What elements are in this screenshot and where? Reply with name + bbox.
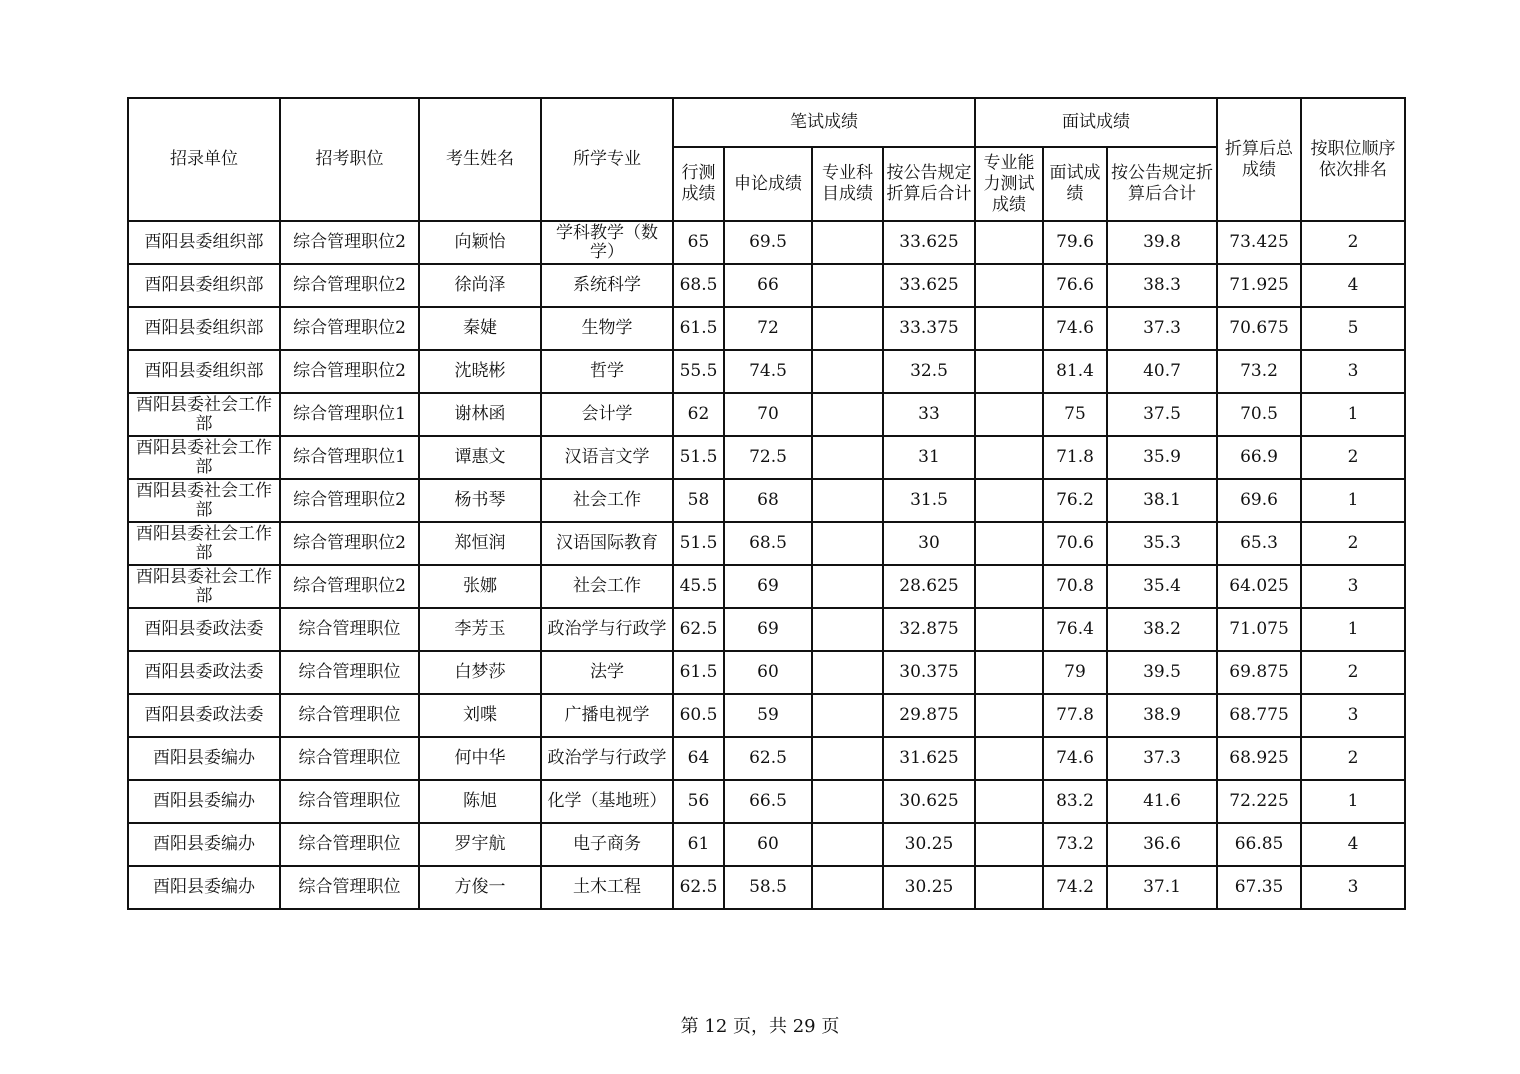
cell-unit: 酉阳县委组织部 <box>128 221 280 264</box>
header-interview-group: 面试成绩 <box>975 98 1217 147</box>
table-row <box>128 823 1405 866</box>
cell-name: 李芳玉 <box>419 608 541 651</box>
cell-name: 徐尚泽 <box>419 264 541 307</box>
cell-rank: 1 <box>1301 393 1405 436</box>
table-row <box>128 350 1405 393</box>
cell-written-converted: 28.625 <box>883 565 975 608</box>
cell-interview-converted: 38.2 <box>1107 608 1217 651</box>
cell-shenlun: 66 <box>724 264 812 307</box>
cell-ability <box>975 479 1043 522</box>
cell-professional <box>812 522 883 565</box>
cell-position: 综合管理职位2 <box>280 565 419 608</box>
cell-xingce: 60.5 <box>673 694 724 737</box>
cell-shenlun: 66.5 <box>724 780 812 823</box>
cell-written-converted: 30 <box>883 522 975 565</box>
cell-total: 70.5 <box>1217 393 1301 436</box>
cell-rank: 1 <box>1301 780 1405 823</box>
cell-rank: 4 <box>1301 264 1405 307</box>
cell-written-converted: 33.625 <box>883 264 975 307</box>
cell-total: 71.075 <box>1217 608 1301 651</box>
cell-interview: 70.6 <box>1043 522 1107 565</box>
header-written-group: 笔试成绩 <box>673 98 975 147</box>
cell-unit: 酉阳县委政法委 <box>128 694 280 737</box>
cell-total: 72.225 <box>1217 780 1301 823</box>
cell-interview-converted: 37.3 <box>1107 737 1217 780</box>
cell-professional <box>812 866 883 909</box>
cell-position: 综合管理职位 <box>280 737 419 780</box>
cell-xingce: 62 <box>673 393 724 436</box>
cell-interview-converted: 38.9 <box>1107 694 1217 737</box>
cell-name: 白梦莎 <box>419 651 541 694</box>
cell-unit: 酉阳县委政法委 <box>128 651 280 694</box>
cell-name: 刘喋 <box>419 694 541 737</box>
table-row <box>128 651 1405 694</box>
cell-xingce: 51.5 <box>673 436 724 479</box>
cell-position: 综合管理职位2 <box>280 479 419 522</box>
cell-major: 法学 <box>541 651 673 694</box>
cell-major: 政治学与行政学 <box>541 737 673 780</box>
cell-interview: 73.2 <box>1043 823 1107 866</box>
cell-name: 罗宇航 <box>419 823 541 866</box>
header-professional: 专业科目成绩 <box>812 147 883 221</box>
cell-interview-converted: 37.3 <box>1107 307 1217 350</box>
cell-position: 综合管理职位 <box>280 780 419 823</box>
cell-major: 化学（基地班） <box>541 780 673 823</box>
cell-interview-converted: 37.1 <box>1107 866 1217 909</box>
page-footer: 第 12 页，共 29 页 <box>680 1016 840 1037</box>
cell-interview: 76.6 <box>1043 264 1107 307</box>
cell-professional <box>812 737 883 780</box>
cell-professional <box>812 479 883 522</box>
cell-xingce: 62.5 <box>673 608 724 651</box>
header-written-converted: 按公告规定折算后合计 <box>883 147 975 221</box>
cell-rank: 2 <box>1301 436 1405 479</box>
cell-position: 综合管理职位 <box>280 823 419 866</box>
table-row <box>128 436 1405 479</box>
cell-total: 68.775 <box>1217 694 1301 737</box>
cell-professional <box>812 264 883 307</box>
cell-name: 陈旭 <box>419 780 541 823</box>
cell-ability <box>975 565 1043 608</box>
cell-unit: 酉阳县委社会工作部 <box>128 479 280 522</box>
cell-shenlun: 74.5 <box>724 350 812 393</box>
cell-shenlun: 60 <box>724 651 812 694</box>
cell-unit: 酉阳县委编办 <box>128 780 280 823</box>
header-row-1 <box>128 98 1405 147</box>
table-body <box>128 221 1405 909</box>
header-interview-converted: 按公告规定折算后合计 <box>1107 147 1217 221</box>
cell-ability <box>975 694 1043 737</box>
cell-rank: 4 <box>1301 823 1405 866</box>
cell-xingce: 68.5 <box>673 264 724 307</box>
cell-ability <box>975 651 1043 694</box>
cell-interview: 76.4 <box>1043 608 1107 651</box>
cell-major: 哲学 <box>541 350 673 393</box>
cell-interview: 81.4 <box>1043 350 1107 393</box>
cell-name: 张娜 <box>419 565 541 608</box>
cell-xingce: 45.5 <box>673 565 724 608</box>
cell-name: 方俊一 <box>419 866 541 909</box>
cell-total: 67.35 <box>1217 866 1301 909</box>
cell-rank: 2 <box>1301 522 1405 565</box>
cell-ability <box>975 393 1043 436</box>
cell-written-converted: 30.25 <box>883 866 975 909</box>
cell-shenlun: 59 <box>724 694 812 737</box>
cell-unit: 酉阳县委组织部 <box>128 264 280 307</box>
cell-major: 会计学 <box>541 393 673 436</box>
cell-unit: 酉阳县委社会工作部 <box>128 393 280 436</box>
cell-major: 汉语言文学 <box>541 436 673 479</box>
cell-xingce: 61.5 <box>673 651 724 694</box>
cell-shenlun: 58.5 <box>724 866 812 909</box>
cell-ability <box>975 737 1043 780</box>
cell-unit: 酉阳县委编办 <box>128 866 280 909</box>
cell-unit: 酉阳县委编办 <box>128 823 280 866</box>
cell-xingce: 51.5 <box>673 522 724 565</box>
cell-ability <box>975 608 1043 651</box>
cell-ability <box>975 350 1043 393</box>
cell-unit: 酉阳县委组织部 <box>128 350 280 393</box>
header-unit: 招录单位 <box>128 98 280 221</box>
cell-interview-converted: 36.6 <box>1107 823 1217 866</box>
cell-ability <box>975 823 1043 866</box>
cell-interview-converted: 35.9 <box>1107 436 1217 479</box>
table-row <box>128 522 1405 565</box>
cell-position: 综合管理职位2 <box>280 307 419 350</box>
table-row <box>128 780 1405 823</box>
header-interview-score: 面试成绩 <box>1043 147 1107 221</box>
cell-shenlun: 72.5 <box>724 436 812 479</box>
cell-ability <box>975 780 1043 823</box>
cell-position: 综合管理职位 <box>280 608 419 651</box>
cell-written-converted: 33 <box>883 393 975 436</box>
cell-unit: 酉阳县委编办 <box>128 737 280 780</box>
cell-name: 秦婕 <box>419 307 541 350</box>
cell-total: 73.425 <box>1217 221 1301 264</box>
cell-xingce: 64 <box>673 737 724 780</box>
cell-xingce: 56 <box>673 780 724 823</box>
cell-rank: 2 <box>1301 221 1405 264</box>
cell-written-converted: 33.375 <box>883 307 975 350</box>
cell-rank: 1 <box>1301 608 1405 651</box>
cell-unit: 酉阳县委社会工作部 <box>128 565 280 608</box>
cell-professional <box>812 608 883 651</box>
cell-rank: 1 <box>1301 479 1405 522</box>
cell-rank: 3 <box>1301 866 1405 909</box>
cell-xingce: 62.5 <box>673 866 724 909</box>
cell-interview: 76.2 <box>1043 479 1107 522</box>
cell-interview-converted: 39.8 <box>1107 221 1217 264</box>
cell-position: 综合管理职位1 <box>280 436 419 479</box>
header-position: 招考职位 <box>280 98 419 221</box>
cell-name: 向颖怡 <box>419 221 541 264</box>
cell-position: 综合管理职位 <box>280 651 419 694</box>
cell-major: 社会工作 <box>541 479 673 522</box>
header-shenlun: 申论成绩 <box>724 147 812 221</box>
cell-xingce: 61.5 <box>673 307 724 350</box>
cell-interview-converted: 41.6 <box>1107 780 1217 823</box>
cell-ability <box>975 436 1043 479</box>
table-row <box>128 737 1405 780</box>
score-table <box>127 97 1406 910</box>
cell-professional <box>812 436 883 479</box>
cell-professional <box>812 565 883 608</box>
header-name: 考生姓名 <box>419 98 541 221</box>
cell-xingce: 58 <box>673 479 724 522</box>
table-row <box>128 264 1405 307</box>
cell-ability <box>975 307 1043 350</box>
cell-interview-converted: 38.1 <box>1107 479 1217 522</box>
cell-major: 广播电视学 <box>541 694 673 737</box>
cell-written-converted: 31.625 <box>883 737 975 780</box>
cell-rank: 3 <box>1301 565 1405 608</box>
cell-interview-converted: 37.5 <box>1107 393 1217 436</box>
cell-interview-converted: 35.3 <box>1107 522 1217 565</box>
cell-unit: 酉阳县委社会工作部 <box>128 522 280 565</box>
cell-professional <box>812 823 883 866</box>
cell-interview: 71.8 <box>1043 436 1107 479</box>
cell-shenlun: 69.5 <box>724 221 812 264</box>
cell-written-converted: 30.625 <box>883 780 975 823</box>
cell-position: 综合管理职位1 <box>280 393 419 436</box>
cell-ability <box>975 866 1043 909</box>
cell-rank: 5 <box>1301 307 1405 350</box>
cell-interview: 70.8 <box>1043 565 1107 608</box>
cell-shenlun: 69 <box>724 565 812 608</box>
cell-professional <box>812 221 883 264</box>
cell-shenlun: 68 <box>724 479 812 522</box>
cell-interview-converted: 38.3 <box>1107 264 1217 307</box>
cell-interview: 74.2 <box>1043 866 1107 909</box>
cell-major: 电子商务 <box>541 823 673 866</box>
cell-major: 学科教学（数学） <box>541 221 673 264</box>
cell-written-converted: 30.25 <box>883 823 975 866</box>
cell-major: 土木工程 <box>541 866 673 909</box>
cell-interview: 77.8 <box>1043 694 1107 737</box>
table-row <box>128 307 1405 350</box>
cell-rank: 3 <box>1301 694 1405 737</box>
table-row <box>128 479 1405 522</box>
cell-total: 73.2 <box>1217 350 1301 393</box>
cell-name: 谢林函 <box>419 393 541 436</box>
cell-interview: 74.6 <box>1043 737 1107 780</box>
cell-rank: 3 <box>1301 350 1405 393</box>
cell-interview: 79 <box>1043 651 1107 694</box>
table-row <box>128 221 1405 264</box>
cell-position: 综合管理职位2 <box>280 264 419 307</box>
cell-interview: 83.2 <box>1043 780 1107 823</box>
cell-position: 综合管理职位2 <box>280 522 419 565</box>
cell-shenlun: 72 <box>724 307 812 350</box>
table-row <box>128 393 1405 436</box>
cell-interview: 75 <box>1043 393 1107 436</box>
cell-written-converted: 31.5 <box>883 479 975 522</box>
cell-major: 社会工作 <box>541 565 673 608</box>
cell-name: 何中华 <box>419 737 541 780</box>
cell-interview-converted: 40.7 <box>1107 350 1217 393</box>
cell-shenlun: 60 <box>724 823 812 866</box>
cell-unit: 酉阳县委组织部 <box>128 307 280 350</box>
cell-name: 谭惠文 <box>419 436 541 479</box>
cell-total: 68.925 <box>1217 737 1301 780</box>
cell-professional <box>812 651 883 694</box>
cell-position: 综合管理职位2 <box>280 221 419 264</box>
cell-shenlun: 62.5 <box>724 737 812 780</box>
cell-position: 综合管理职位 <box>280 694 419 737</box>
header-rank: 按职位顺序依次排名 <box>1301 98 1405 221</box>
cell-written-converted: 32.5 <box>883 350 975 393</box>
cell-written-converted: 33.625 <box>883 221 975 264</box>
cell-interview-converted: 39.5 <box>1107 651 1217 694</box>
cell-rank: 2 <box>1301 737 1405 780</box>
header-major: 所学专业 <box>541 98 673 221</box>
cell-total: 66.9 <box>1217 436 1301 479</box>
cell-professional <box>812 307 883 350</box>
cell-interview: 79.6 <box>1043 221 1107 264</box>
cell-professional <box>812 694 883 737</box>
cell-rank: 2 <box>1301 651 1405 694</box>
cell-xingce: 55.5 <box>673 350 724 393</box>
cell-total: 71.925 <box>1217 264 1301 307</box>
table-row <box>128 694 1405 737</box>
cell-written-converted: 31 <box>883 436 975 479</box>
cell-ability <box>975 221 1043 264</box>
table-row <box>128 565 1405 608</box>
cell-professional <box>812 780 883 823</box>
cell-unit: 酉阳县委社会工作部 <box>128 436 280 479</box>
header-xingce: 行测成绩 <box>673 147 724 221</box>
cell-position: 综合管理职位2 <box>280 350 419 393</box>
table-row <box>128 866 1405 909</box>
cell-total: 66.85 <box>1217 823 1301 866</box>
cell-professional <box>812 393 883 436</box>
cell-major: 汉语国际教育 <box>541 522 673 565</box>
cell-major: 生物学 <box>541 307 673 350</box>
cell-written-converted: 30.375 <box>883 651 975 694</box>
cell-unit: 酉阳县委政法委 <box>128 608 280 651</box>
cell-ability <box>975 264 1043 307</box>
cell-name: 郑恒润 <box>419 522 541 565</box>
header-ability-test: 专业能力测试成绩 <box>975 147 1043 221</box>
cell-shenlun: 69 <box>724 608 812 651</box>
cell-name: 沈晓彬 <box>419 350 541 393</box>
cell-position: 综合管理职位 <box>280 866 419 909</box>
cell-total: 69.875 <box>1217 651 1301 694</box>
cell-major: 系统科学 <box>541 264 673 307</box>
table-row <box>128 608 1405 651</box>
cell-shenlun: 68.5 <box>724 522 812 565</box>
cell-major: 政治学与行政学 <box>541 608 673 651</box>
cell-xingce: 65 <box>673 221 724 264</box>
cell-written-converted: 29.875 <box>883 694 975 737</box>
cell-total: 70.675 <box>1217 307 1301 350</box>
cell-name: 杨书琴 <box>419 479 541 522</box>
cell-total: 64.025 <box>1217 565 1301 608</box>
cell-total: 69.6 <box>1217 479 1301 522</box>
cell-ability <box>975 522 1043 565</box>
cell-interview-converted: 35.4 <box>1107 565 1217 608</box>
cell-xingce: 61 <box>673 823 724 866</box>
cell-written-converted: 32.875 <box>883 608 975 651</box>
cell-shenlun: 70 <box>724 393 812 436</box>
header-total: 折算后总成绩 <box>1217 98 1301 221</box>
cell-interview: 74.6 <box>1043 307 1107 350</box>
cell-professional <box>812 350 883 393</box>
cell-total: 65.3 <box>1217 522 1301 565</box>
